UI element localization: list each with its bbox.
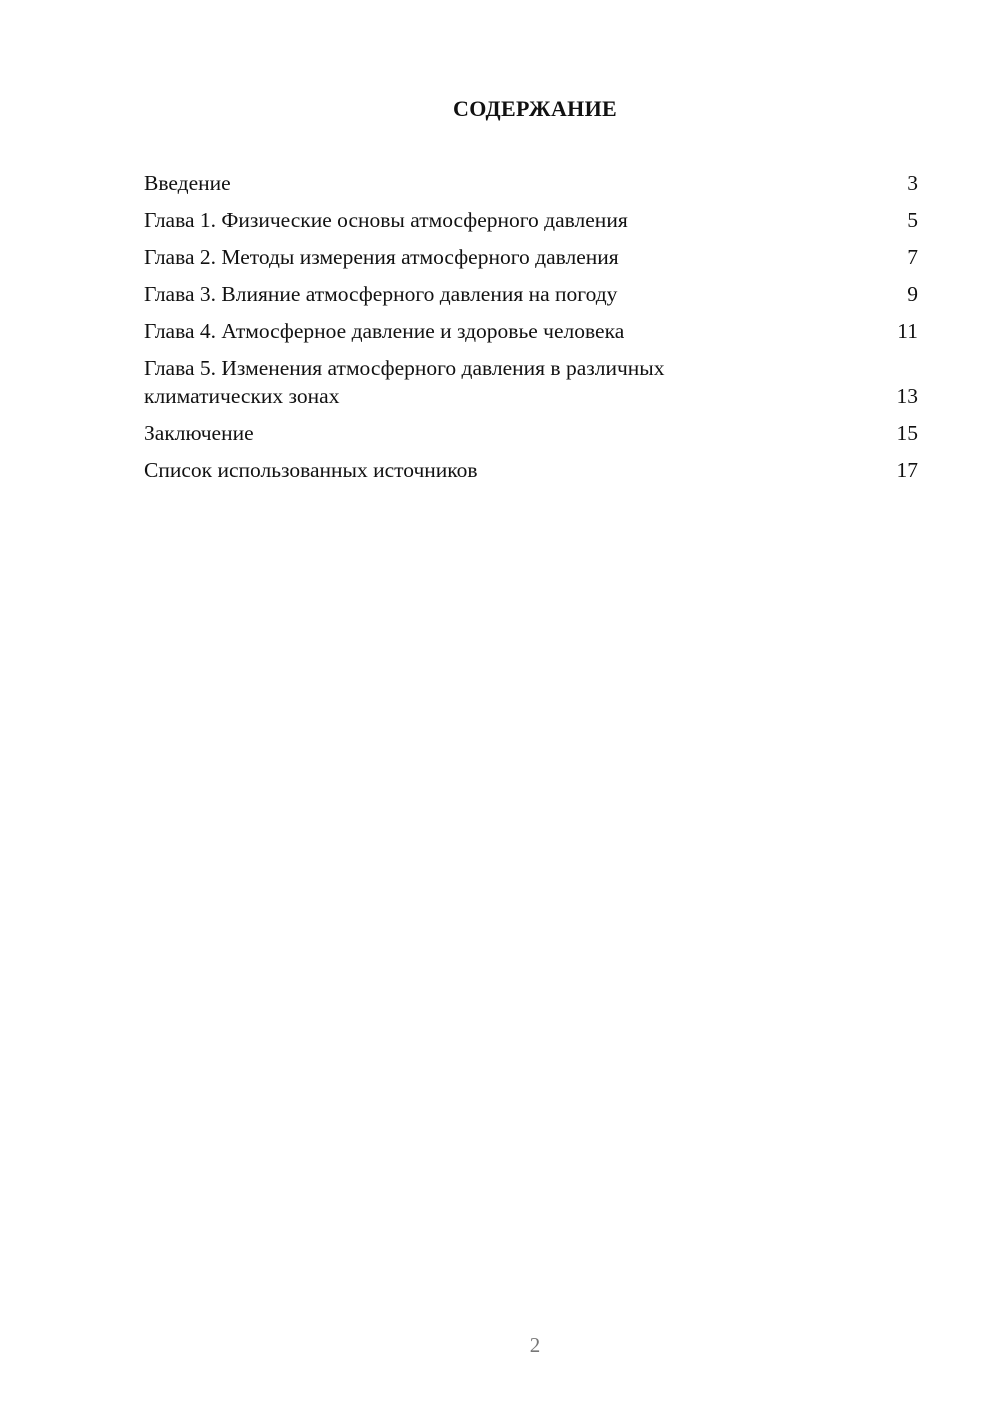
toc-entry-page: 5 xyxy=(907,208,918,232)
toc-entry xyxy=(144,317,918,345)
toc-entry-page: 7 xyxy=(907,245,918,269)
toc-entry xyxy=(144,169,918,197)
toc-entry-label: Глава 4. Атмосферное давление и здоровье человека xyxy=(144,319,625,343)
page-title: СОДЕРЖАНИЕ xyxy=(453,96,617,121)
toc-entry xyxy=(144,419,918,447)
toc-entry-label: Глава 2. Методы измерения атмосферного давления xyxy=(144,245,619,269)
toc-entry-label: Глава 5. Изменения атмосферного давления в различных климатических зонах xyxy=(144,356,665,408)
toc-entry-label: Заключение xyxy=(144,421,254,445)
toc-entry-label: Введение xyxy=(144,171,231,195)
toc-entry xyxy=(144,243,918,271)
toc-entry-page: 15 xyxy=(896,421,918,445)
toc-entry xyxy=(144,354,918,410)
toc-entry-page: 9 xyxy=(907,282,918,306)
toc-entry-label: Глава 1. Физические основы атмосферного давления xyxy=(144,208,628,232)
toc-entry-page: 17 xyxy=(896,458,918,482)
toc-entry-label: Глава 3. Влияние атмосферного давления на погоду xyxy=(144,282,618,306)
toc-entry-page: 3 xyxy=(907,171,918,195)
toc-entry xyxy=(144,206,918,234)
toc-entry xyxy=(144,280,918,308)
toc-entry xyxy=(144,456,918,484)
toc-entry-label: Список использованных источников xyxy=(144,458,478,482)
toc-entry-page: 13 xyxy=(896,384,918,408)
toc-entry-page: 11 xyxy=(897,319,918,343)
table-of-contents xyxy=(144,169,918,493)
page-number: 2 xyxy=(529,1333,541,1357)
